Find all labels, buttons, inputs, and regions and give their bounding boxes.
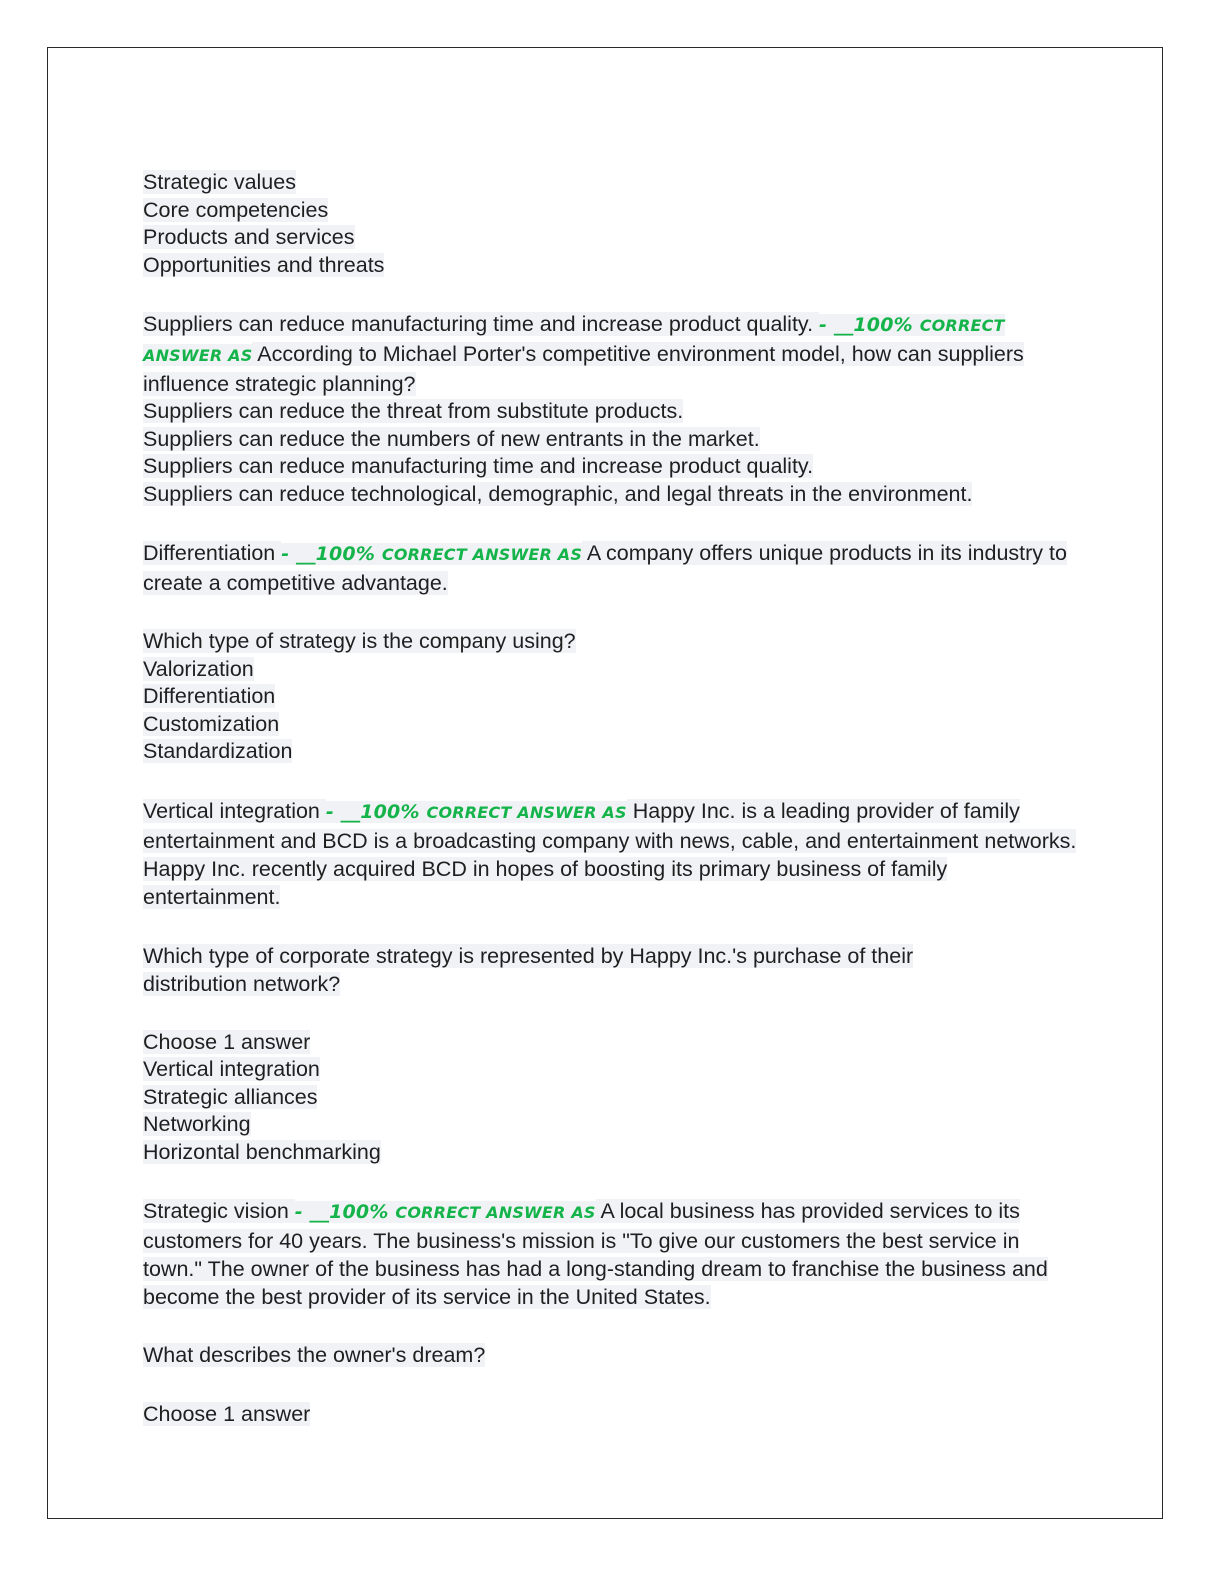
scenario-text: A local business has provided services to its customers for 40 years. The business's mission is "To give our customers the best service in town." The owner of the business has had a long-standing dream to franchise the business and become the best provider of its service in the United States. [143,1199,1048,1309]
option-item: Strategic alliances [143,1084,318,1109]
scenario-text: Happy Inc. is a leading provider of family entertainment and BCD is a broadcasting company with news, cable, and entertainment networks. Happy Inc. recently acquired BCD in hopes of boosting its primary business of family entertainment. [143,798,1077,909]
option-item: Products and services [143,225,355,249]
question-2-prompt [143,628,1078,766]
correct-answer-marker: - __100% CORRECT ANSWER AS [294,1201,596,1223]
question-3 [143,797,1078,911]
choose-instruction: Choose 1 answer [143,1029,311,1054]
question-3-choices [143,1029,1078,1167]
option-item: Networking [143,1112,251,1136]
question-text: Which type of corporate strategy is represented by Happy Inc.'s purchase of their distribution network? [143,943,914,996]
question-4-choices [143,1401,1078,1429]
question-1 [143,310,1078,508]
option-item: Differentiation [143,684,276,708]
question-text: Which type of strategy is the company using? [143,629,576,653]
correct-answer-marker: - __100% CORRECT ANSWER AS [143,314,1005,365]
option-item: Customization [143,711,280,736]
option-item: Strategic values [143,170,296,194]
question-text: What describes the owner's dream? [143,1343,486,1367]
option-item: Core competencies [143,197,329,222]
question-2 [143,539,1078,597]
correct-answer-marker: - __100% CORRECT ANSWER AS [281,543,583,565]
question-4-prompt [143,1342,1078,1370]
answer-text: Strategic vision [143,1199,289,1223]
answer-text: Suppliers can reduce manufacturing time and increase product quality. [143,312,814,336]
option-item: Horizontal benchmarking [143,1139,381,1164]
option-item: Suppliers can reduce manufacturing time and increase product quality. [143,454,814,478]
option-item: Standardization [143,739,293,763]
option-item: Suppliers can reduce technological, demographic, and legal threats in the environment. [143,481,973,506]
correct-answer-marker: - __100% CORRECT ANSWER AS [325,800,627,823]
scenario-text: A company offers unique products in its industry to create a competitive advantage. [143,541,1067,595]
option-item: Valorization [143,656,254,681]
question-3-prompt [143,942,1078,998]
question-text: According to Michael Porter's competitive environment model, how can suppliers influence strategic planning? [143,342,1024,396]
answer-text: Differentiation [143,541,276,565]
opening-options-list [143,169,1078,279]
option-item: Vertical integration [143,1057,320,1081]
option-item: Opportunities and threats [143,252,385,277]
question-4 [143,1197,1078,1311]
option-item: Suppliers can reduce the threat from substitute products. [143,399,684,423]
document-body [143,169,1078,1459]
answer-text: Vertical integration [143,798,320,823]
choose-instruction: Choose 1 answer [143,1401,311,1426]
option-item: Suppliers can reduce the numbers of new entrants in the market. [143,426,760,451]
